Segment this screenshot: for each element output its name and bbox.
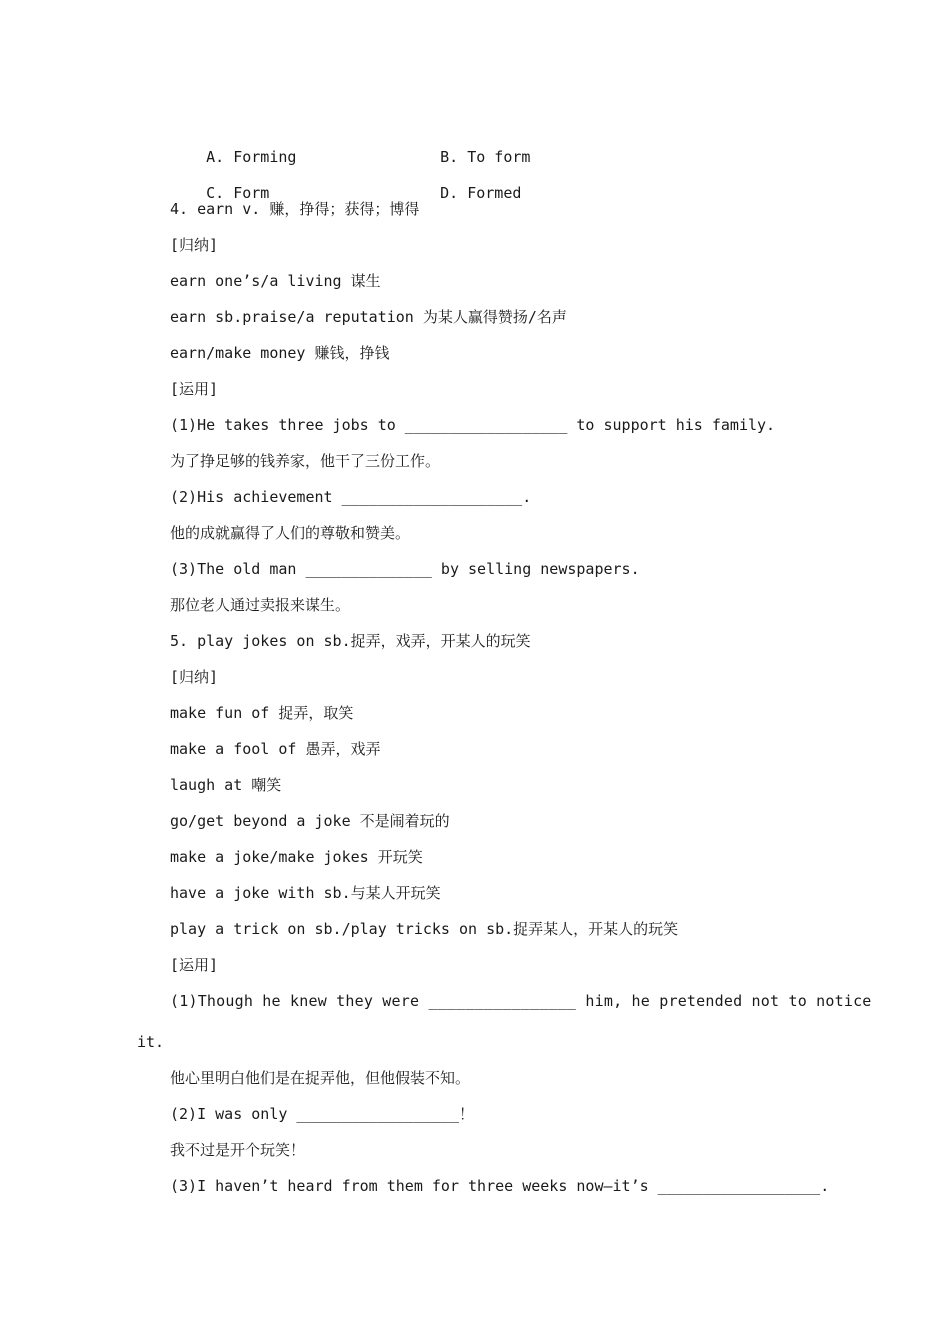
exercise-4-3-en: (3)The old man ______________ by selling newspapers.	[170, 560, 640, 578]
section-5-heading: 5. play jokes on sb.捉弄，戏弄，开某人的玩笑	[170, 632, 531, 650]
option-a: A. Forming	[206, 148, 297, 166]
section-4-phrase: earn sb.praise/a reputation 为某人赢得赞扬/名声	[170, 308, 567, 326]
exercise-4-3-zh: 那位老人通过卖报来谋生。	[170, 596, 351, 614]
exercise-4-1-zh: 为了挣足够的钱养家，他干了三份工作。	[170, 452, 441, 470]
section-5-summary-tag: [归纳]	[170, 668, 219, 686]
exercise-5-3-en: (3)I haven’t heard from them for three weeks now—it’s __________________.	[170, 1177, 830, 1195]
exercise-4-1-en: (1)He takes three jobs to __________________ to support his family.	[170, 416, 776, 434]
option-b: B. To form	[440, 148, 531, 166]
section-5-phrase: make a fool of 愚弄，戏弄	[170, 740, 381, 758]
exercise-4-2-zh: 他的成就赢得了人们的尊敬和赞美。	[170, 524, 411, 542]
option-c: C. Form	[206, 184, 270, 202]
section-4-summary-tag: [归纳]	[170, 236, 219, 254]
section-5-phrase: laugh at 嘲笑	[170, 776, 282, 794]
exercise-5-2-en: (2)I was only __________________！	[170, 1105, 474, 1123]
exercise-5-2-zh: 我不过是开个玩笑！	[170, 1141, 306, 1159]
section-5-phrase: make fun of 捉弄，取笑	[170, 704, 354, 722]
section-5-phrase: make a joke/make jokes 开玩笑	[170, 848, 423, 866]
section-5-phrase: go/get beyond a joke 不是闹着玩的	[170, 812, 450, 830]
section-4-phrase: earn/make money 赚钱，挣钱	[170, 344, 390, 362]
section-5-apply-tag: [运用]	[170, 956, 219, 974]
section-4-phrase: earn one’s/a living 谋生	[170, 272, 381, 290]
exercise-5-1-zh: 他心里明白他们是在捉弄他，但他假装不知。	[170, 1069, 471, 1087]
section-5-phrase: play a trick on sb./play tricks on sb.捉弄某人，开某人的玩笑	[170, 920, 679, 938]
section-5-phrase: have a joke with sb.与某人开玩笑	[170, 884, 441, 902]
exercise-5-1-continuation: it.	[137, 1033, 165, 1051]
section-4-apply-tag: [运用]	[170, 380, 219, 398]
exercise-5-1-en: (1)Though he knew they were ________________ him, he pretended not to notice	[170, 992, 872, 1010]
exercise-4-2-en: (2)His achievement ____________________.	[170, 488, 532, 506]
option-d: D. Formed	[440, 184, 522, 202]
section-4-heading: 4. earn v. 赚，挣得；获得；博得	[170, 200, 420, 218]
